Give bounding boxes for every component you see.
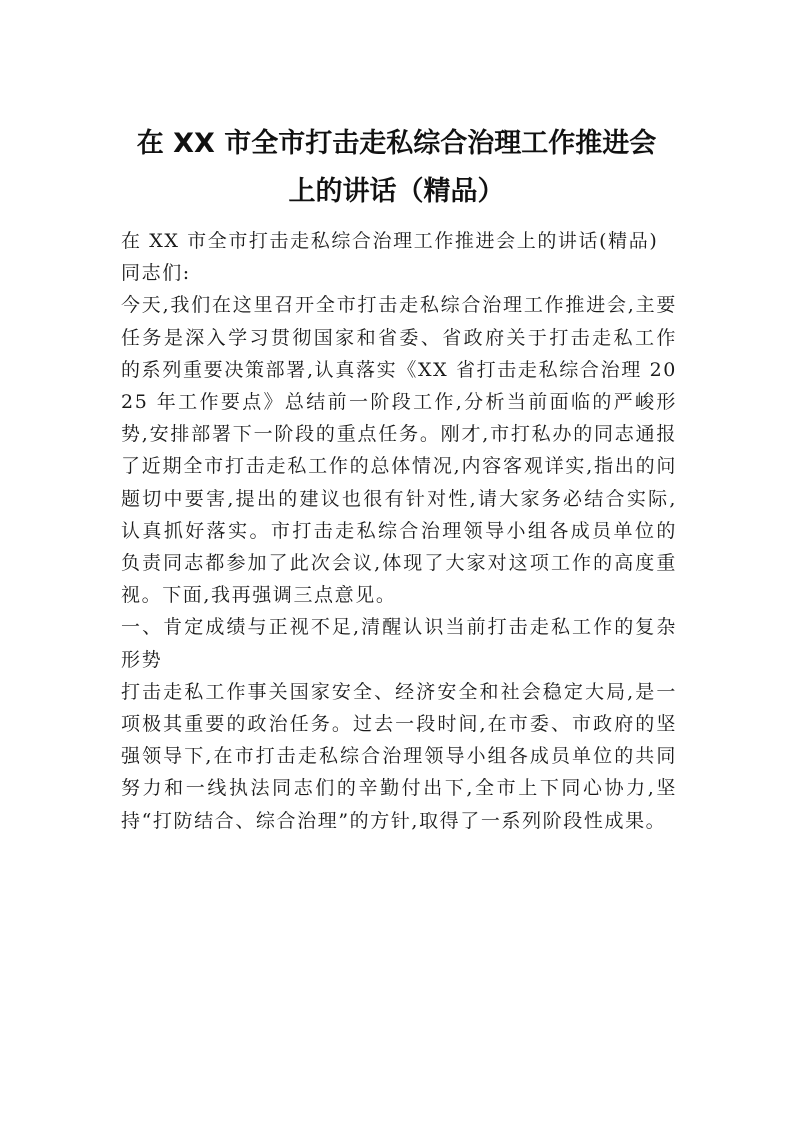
- section-heading-1: 一、肯定成绩与正视不足,清醒认识当前打击走私工作的复杂形势: [121, 616, 677, 671]
- body-paragraph: 打击走私工作事关国家安全、经济安全和社会稳定大局,是一项极其重要的政治任务。过去一段时间,在市委、市政府的坚强领导下,在市打击走私综合治理领导小组各成员单位的共同努力和一线执法同志们的辛勤付出下,全市上下同心协力,坚持“打防结合、综合治理”的方针,取得了一系列阶段性成果。: [121, 680, 677, 832]
- document-title-line-2: 上的讲话（精品）: [288, 176, 505, 207]
- salutation-paragraph: 同志们:: [121, 262, 191, 285]
- document-body: [121, 225, 677, 837]
- intro-paragraph: 今天,我们在这里召开全市打击走私综合治理工作推进会,主要任务是深入学习贯彻国家和省委、省政府关于打击走私工作的系列重要决策部署,认真落实《XX 省打击走私综合治理 2025 年工作要点》总结前一阶段工作,分析当前面临的严峻形势,安排部署下一阶段的重点任务。刚才,市打私办的同志通报了近期全市打击走私工作的总体情况,内容客观详实,指出的问题切中要害,提出的建议也很有针对性,请大家务必结合实际,认真抓好落实。市打击走私综合治理领导小组各成员单位的负责同志都参加了此次会议,体现了大家对这项工作的高度重视。下面,我再强调三点意见。: [121, 294, 677, 607]
- subtitle-paragraph: 在 XX 市全市打击走私综合治理工作推进会上的讲话(精品): [121, 230, 659, 252]
- document-title-line-1: 在 XX 市全市打击走私综合治理工作推进会: [136, 128, 657, 159]
